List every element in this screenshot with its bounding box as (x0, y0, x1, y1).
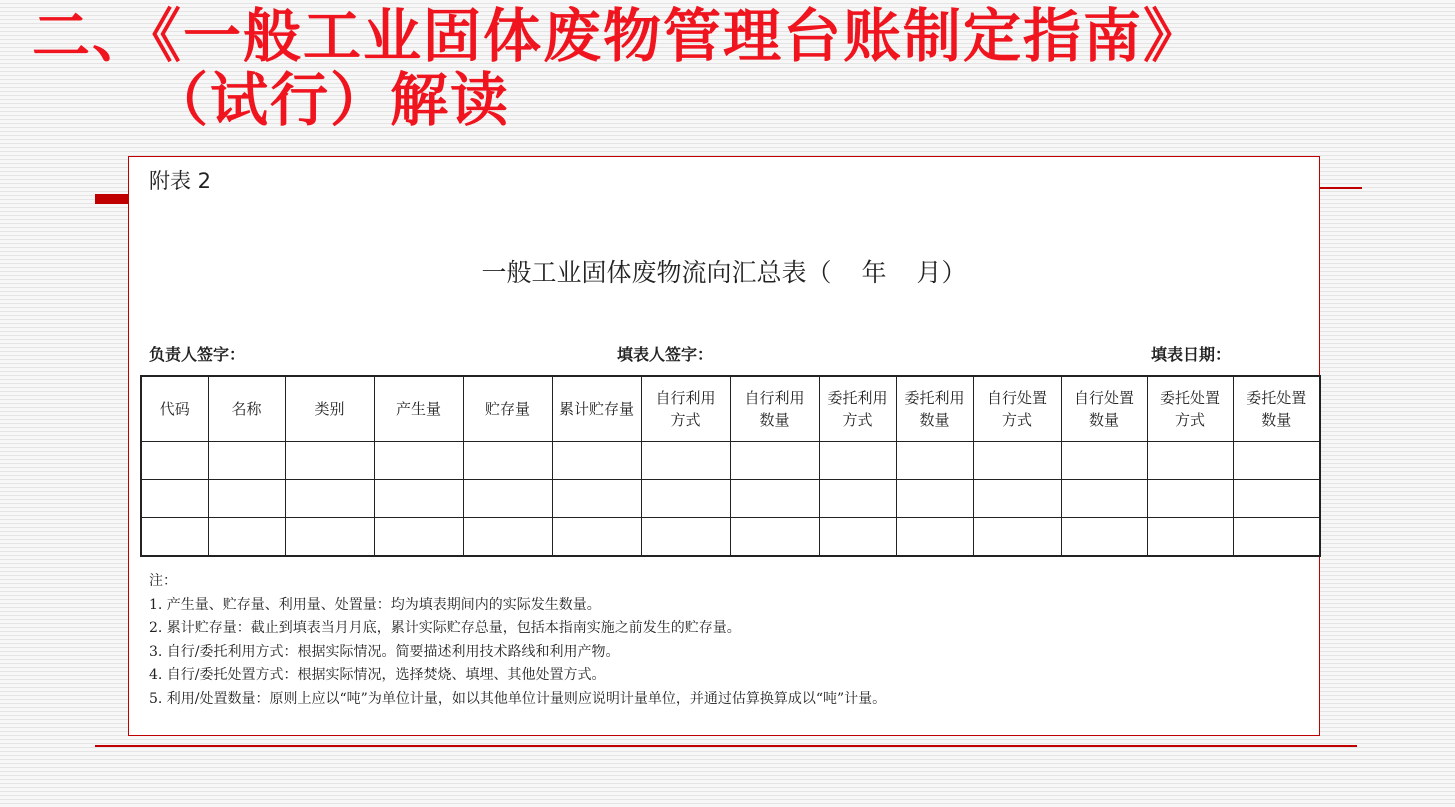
form-title-year: 年 (861, 258, 887, 287)
note-item: 3. 自行/委托利用方式：根据实际情况。简要描述利用技术路线和利用产物。 (149, 643, 620, 660)
notes-heading: 注： (149, 573, 177, 589)
table-cell (730, 480, 819, 518)
note-item: 2. 累计贮存量：截止到填表当月月底，累计实际贮存总量，包括本指南实施之前发生的贮存量。 (149, 620, 741, 636)
column-header-text: 委托利用 (904, 389, 965, 407)
table-cell (1061, 442, 1147, 480)
signature-filler: 填表人签字： (617, 345, 714, 364)
embedded-form-document (128, 156, 1320, 736)
table-cell (463, 518, 552, 557)
table-row (141, 518, 1320, 557)
column-header-text: 方式 (670, 411, 701, 429)
column-header-text: 方式 (842, 411, 873, 429)
column-header (141, 376, 208, 442)
table-cell (1147, 518, 1233, 557)
column-header-text: 数量 (919, 411, 950, 429)
table-cell (641, 480, 730, 518)
column-header-text: 类别 (314, 400, 345, 418)
table-cell (285, 442, 374, 480)
table-row (141, 480, 1320, 518)
column-header-text: 数量 (1088, 411, 1119, 429)
table-cell (141, 442, 208, 480)
signature-responsible: 负责人签字： (149, 345, 246, 364)
column-header-text: 名称 (231, 400, 262, 418)
note-item: 5. 利用/处置数量：原则上应以“吨”为单位计量，如以其他单位计量则应说明计量单位，并通过估算换算成以“吨”计量。 (149, 690, 887, 707)
form-title-main: 一般工业固体废物流向汇总表（ (481, 258, 832, 287)
table-cell (896, 442, 973, 480)
notes (149, 570, 886, 711)
column-header-text: 委托处置 (1246, 389, 1307, 407)
table-cell (552, 518, 641, 557)
table-cell (896, 518, 973, 557)
column-header (285, 376, 374, 442)
column-header-text: 自行处置 (1073, 389, 1134, 407)
table-cell (1147, 480, 1233, 518)
table-cell (819, 518, 896, 557)
column-header-text: 数量 (1261, 411, 1292, 429)
column-header (1233, 376, 1320, 442)
column-header (552, 376, 641, 442)
column-header (1061, 376, 1147, 442)
column-header-text: 委托利用 (827, 389, 888, 407)
table-cell (208, 518, 285, 557)
table-cell (374, 480, 463, 518)
column-header-text: 代码 (159, 400, 190, 418)
table-cell (973, 480, 1061, 518)
table-cell (374, 442, 463, 480)
column-header (641, 376, 730, 442)
column-header-text: 方式 (1174, 411, 1205, 429)
column-header (463, 376, 552, 442)
column-header (973, 376, 1061, 442)
table-cell (1233, 480, 1320, 518)
table-cell (285, 480, 374, 518)
slide-title-line1: 二、《一般工业固体废物管理台账制定指南》 (32, 2, 1204, 70)
table-cell (141, 518, 208, 557)
slide-title (32, 4, 1203, 132)
table-cell (1233, 518, 1320, 557)
table-cell (552, 480, 641, 518)
column-header-text: 累计贮存量 (558, 400, 634, 418)
table-cell (641, 442, 730, 480)
table-cell (973, 442, 1061, 480)
table-cell (1061, 518, 1147, 557)
table-cell (819, 480, 896, 518)
column-header-text: 贮存量 (484, 400, 530, 418)
accent-rule-bottom (95, 745, 1357, 747)
column-header (208, 376, 285, 442)
table-cell (1061, 480, 1147, 518)
column-header (730, 376, 819, 442)
table-cell (208, 442, 285, 480)
table-cell (463, 442, 552, 480)
column-header-text: 自行利用 (655, 389, 716, 407)
table-cell (730, 442, 819, 480)
table-cell (896, 480, 973, 518)
table-cell (208, 480, 285, 518)
appendix-label: 附表 2 (149, 169, 212, 193)
column-header (896, 376, 973, 442)
table-row (141, 442, 1320, 480)
flow-summary-table (140, 375, 1321, 557)
table-cell (141, 480, 208, 518)
table-cell (552, 442, 641, 480)
table-cell (819, 442, 896, 480)
column-header (374, 376, 463, 442)
column-header-text: 产生量 (395, 400, 441, 418)
form-title (129, 253, 1319, 289)
signature-date: 填表日期： (1150, 345, 1231, 364)
column-header-text: 委托处置 (1159, 389, 1220, 407)
column-header (819, 376, 896, 442)
form-title-month: 月） (916, 258, 967, 287)
table-cell (1233, 442, 1320, 480)
table-cell (463, 480, 552, 518)
table-cell (374, 518, 463, 557)
column-header-text: 自行利用 (744, 389, 805, 407)
column-header-text: 自行处置 (986, 389, 1047, 407)
column-header (1147, 376, 1233, 442)
table-cell (973, 518, 1061, 557)
accent-rule-right (1320, 187, 1362, 189)
table-cell (641, 518, 730, 557)
column-header-text: 数量 (759, 411, 790, 429)
slide-title-line2: （试行）解读 (150, 66, 511, 134)
table-header-row (141, 376, 1320, 442)
table-cell (285, 518, 374, 557)
column-header-text: 方式 (1001, 411, 1032, 429)
table-cell (1147, 442, 1233, 480)
note-item: 4. 自行/委托处置方式：根据实际情况，选择焚烧、填埋、其他处置方式。 (149, 667, 606, 683)
table-cell (730, 518, 819, 557)
note-item: 1. 产生量、贮存量、利用量、处置量：均为填表期间内的实际发生数量。 (149, 596, 601, 613)
